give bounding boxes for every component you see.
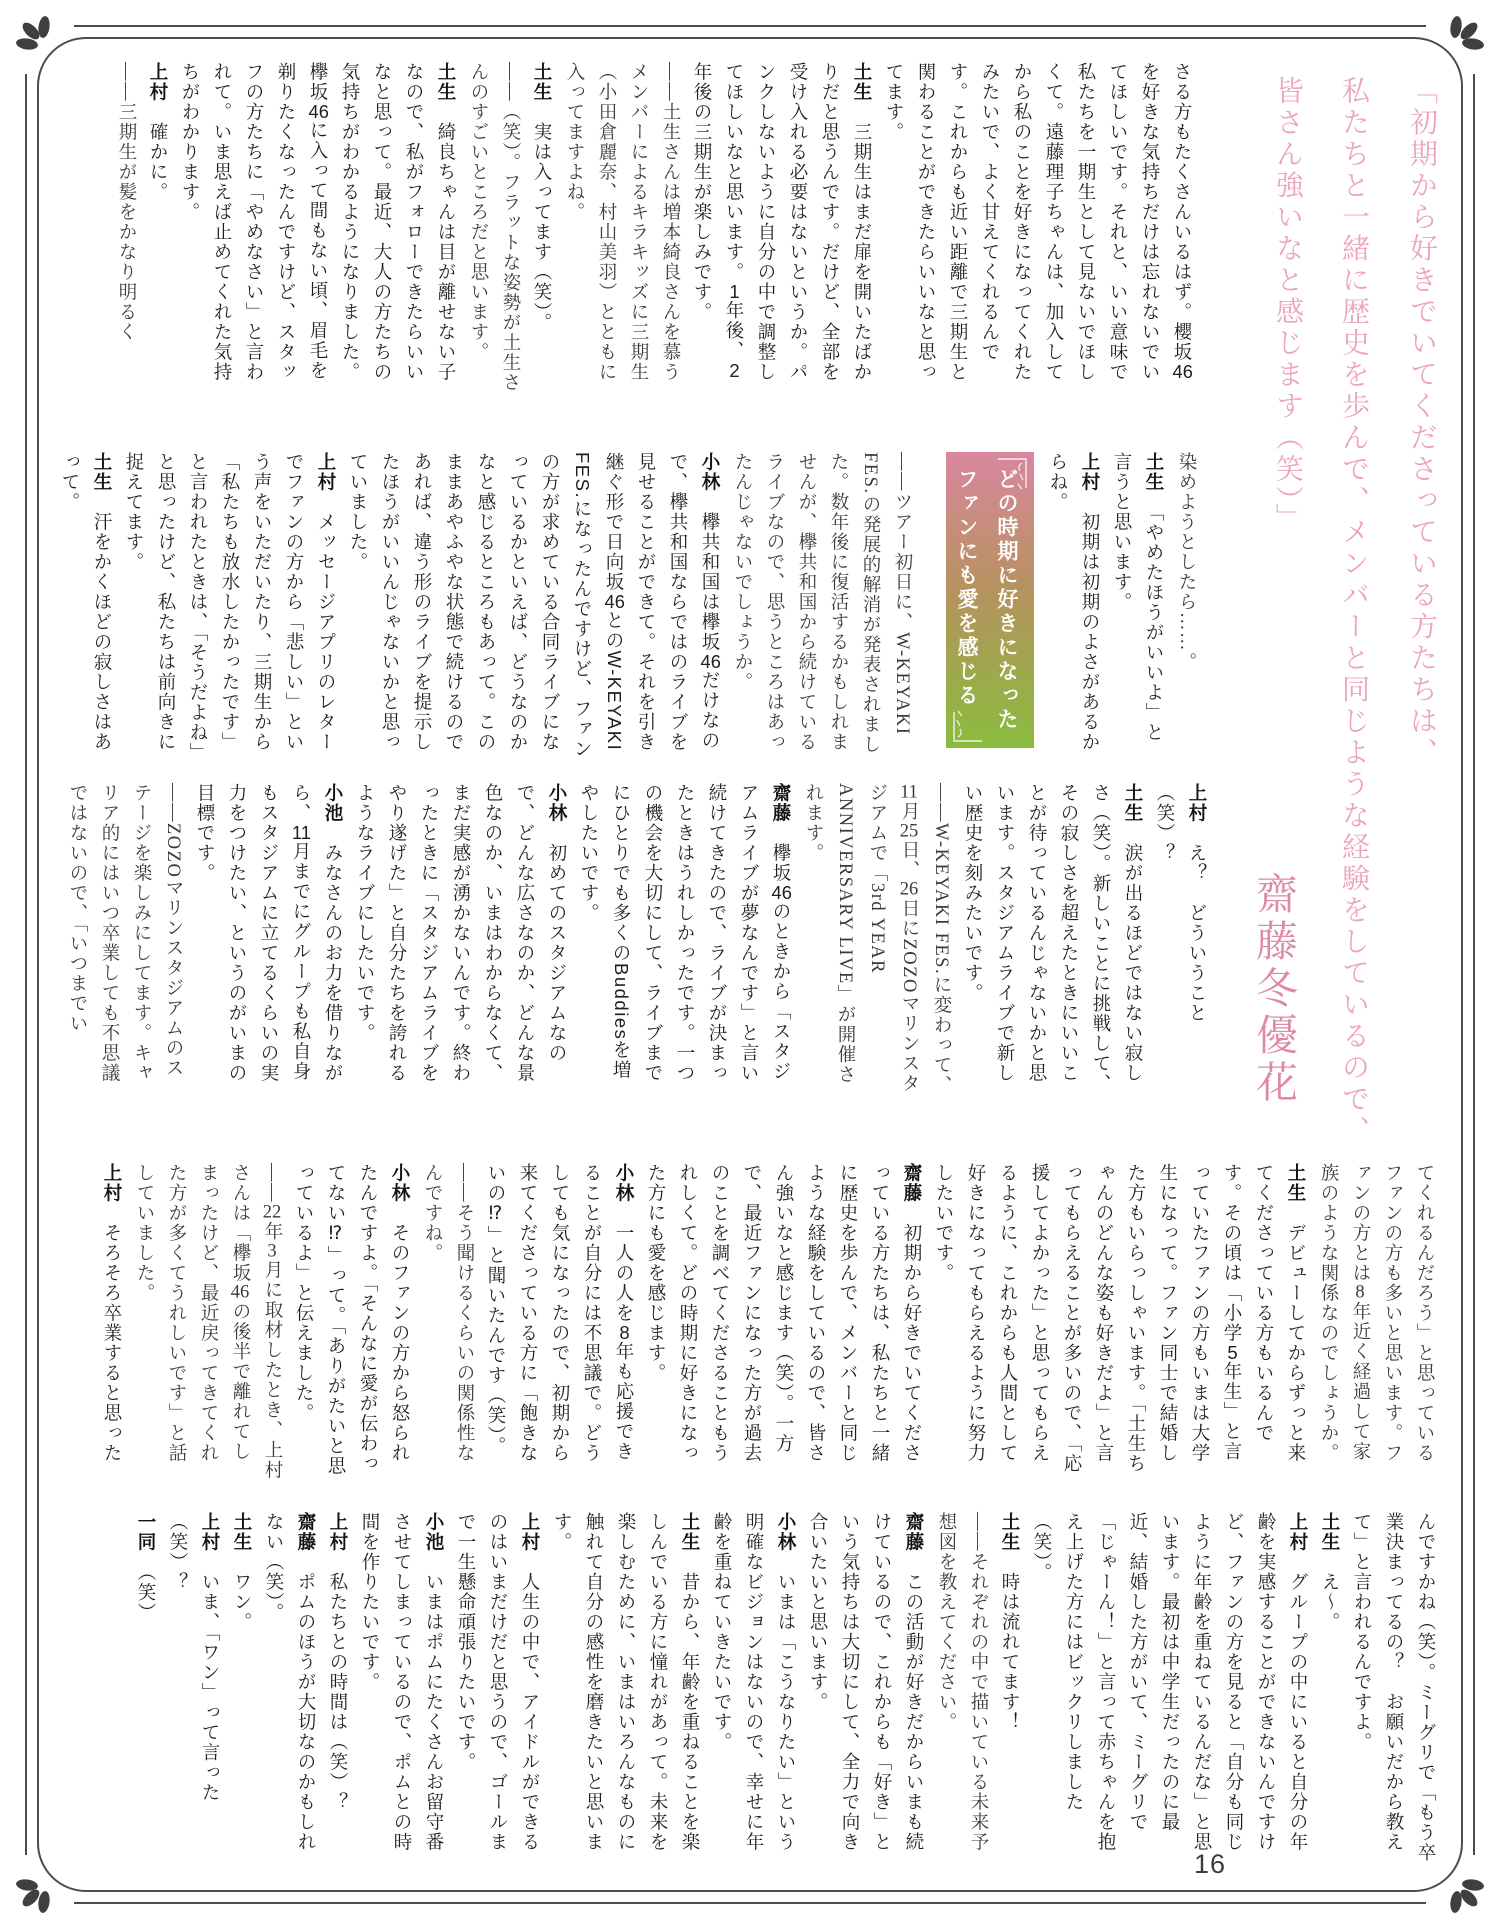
headline-line-2: 私たちと一緒に歴史を歩んで、メンバーと同じような経験をしているので、 — [1338, 76, 1369, 1147]
paragraph: んですかね（笑）。ミーグリで「もう卒業決まってるの？ お願いだから教えて」と言われるんですよ。 — [1352, 1512, 1437, 1863]
paragraph: ——土生さんは増本綺良さんを慕うメンバーによるキラキッズに三期生（小田倉麗奈、村山美羽）とともに入ってますよね。 — [564, 62, 680, 382]
frame-corner-ornament-icon — [1380, 0, 1500, 120]
highlight-line-2: ファンにも愛を感じる — [955, 468, 978, 708]
highlight-line-1: どの時期に好きになった — [995, 468, 1018, 732]
paragraph: 土生 綺良ちゃんは目が離せない子なので、私がフォローできたらいいなと思って。最近、大人の方たちの気持ちがわかるようになりました。欅坂46に入って間もない頃、眉毛を剃りたくなったんですけど、スタッフの方たちに「やめなさい」と言われて。いま思えば止めてくれた気持ちがわかります。 — [180, 62, 457, 382]
highlight-pull-quote-box — [946, 452, 1034, 748]
paragraph: 上村 確かに。 — [148, 62, 169, 202]
text-band-3 — [58, 783, 1213, 1098]
paragraph: 土生 実は入ってます（笑）。 — [532, 62, 553, 333]
paragraph: 小池 みなさんのお力を借りながら、11月までにグループも私自身もスタジアムに立てるくらいの実力をつけたい、というのがいまの目標です。 — [195, 783, 344, 1083]
highlight-pull-quote-text — [946, 468, 1026, 732]
frame-inner-right-line — [1461, 86, 1463, 1843]
paragraph: 上村 いま、「ワン」って言った（笑）？ — [168, 1512, 221, 1803]
paragraph: 土生 デビューしてからずっと来てくださっている方もいるんです。その頃は「小学5年生」と言っていたファンの方もいまは大学生になって。ファン同士で結婚した方もいらっしゃいます。「土生ちゃんのどんな姿も好きだよ」と言ってもらえることが多いので、「応援してよかった」と思ってもらえるように、これからも人間として好きになってもらえるように努力したいです。 — [934, 1163, 1307, 1474]
paragraph: 小林 初めてのスタジアムなので、どんな広さなのか、どんな景色なのか、いまはわからなくて、まだ実感が湧かないんです。終わったときに「スタジアムライブをやり遂げた」と自分たちを誇れるようなライブにしたいです。 — [355, 783, 568, 1083]
paragraph: ——ツアー初日に、W-KEYAKI FES.の発展的解消が発表されました。数年後に復活するかもしれませんが、欅共和国から続けているライブなので、思うところはあったんじゃないでしょうか。 — [732, 452, 912, 755]
headline-line-1: 「初期から好きでいてくださっている方たちは、 — [1406, 76, 1437, 769]
paragraph: 齋藤 初期から好きでいてくださっている方たちは、私たちと一緒に歴史を歩んで、メンバーと同じような経験をしているので、皆さん強いなと感じます（笑）。一方で、最近ファンになった方が過去のことを調べてくださることもうれしくて。どの時期に好きになった方にも愛を感じます。 — [646, 1163, 923, 1463]
paragraph: 土生 昔から、年齢を重ねることを楽しんでいる方に憧れがあって。未来を楽しむために、いまはいろんなものに触れて自分の感性を磨きたいと思います。 — [552, 1512, 701, 1852]
paragraph: 土生 え〜。 — [1320, 1512, 1341, 1632]
paragraph: 染めようとしたら……。 — [1176, 452, 1196, 672]
paragraph: てくれるんだろう」と思っているファンの方も多いと思います。ファンの方とは8年近く経過して家族のような関係なのでしょうか。 — [1318, 1163, 1434, 1463]
paragraph: 小林 いまは「こうなりたい」という明確なビジョンはないので、幸せに年齢を重ねていきたいです。 — [712, 1512, 797, 1852]
paragraph: 上村 私たちとの時間は（笑）？ — [328, 1512, 349, 1812]
text-band-4 — [58, 1163, 1440, 1481]
text-band-5 — [58, 1512, 1442, 1867]
paragraph: さる方もたくさんいるはず。櫻坂46を好きな気持ちだけは忘れないでいてほしいです。それと、いい意味で私たちを一期生として見ないでほしくて。遠藤理子ちゃんは、加入してから私のことを好きになってくれたみたいで、よく甘えてくれるんです。これからも近い距離で三期生と関わることができたらいいなと思ってます。 — [884, 62, 1193, 382]
paragraph: ——22年3月に取材したとき、上村さんは「欅坂46の後半で離れてしまったけど、最近戻ってきてくれた方が多くてうれしいです」と話していました。 — [134, 1163, 282, 1480]
paragraph: 土生 涙が出るほどではない寂しさ（笑）。新しいことに挑戦して、その寂しさを超えたときにいいことが待っているんじゃないかと思います。スタジアムライブで新しい歴史を刻みたいです。 — [963, 783, 1144, 1094]
frame-outer-top-line — [74, 25, 1426, 27]
paragraph: 小池 いまはポムにたくさんお留守番させてしまっているので、ポムとの時間を作りたいです。 — [360, 1512, 445, 1852]
paragraph: 上村 人生の中で、アイドルができるのはいまだけだと思うので、ゴールまで一生懸命頑張りたいです。 — [456, 1512, 541, 1852]
frame-outer-left-line — [25, 74, 27, 1855]
paragraph: 小林 そのファンの方から怒られたんですよ。「そんなに愛が伝わってない⁉」って。「ありがたいと思っているよ」と伝えました。 — [294, 1163, 411, 1477]
text-band-1 — [60, 62, 1198, 398]
paragraph: 土生 汗をかくほどの寂しさはあって。 — [60, 452, 113, 752]
paragraph: 土生 時は流れてます！ — [1000, 1512, 1021, 1732]
paragraph: 小林 欅共和国は欅坂46だけなので、欅共和国ならではのライブを見せることができて。それを引き継ぐ形で日向坂46とのW-KEYAKI FES.になったんですけど、ファンの方が求めている合同ライブになっているかといえば、どうなのかなと感じるところもあって。このままあやふやな状態で続けるのであれば、違う形のライブを提示したほうがいいんじゃないかと思っていました。 — [348, 452, 721, 760]
paragraph: 上村 初期は初期のよさがあるからね。 — [1048, 452, 1101, 752]
paragraph: ——ZOZOマリンスタジアムのステージを楽しみにしてます。キャリア的にはいつ卒業しても不思議ではないので、「いつまでい — [67, 783, 183, 1083]
paragraph: 土生 三期生はまだ扉を開いたばかりだと思うんです。だけど、全部を受け入れる必要はないというか。パンクしないように自分の中で調整してほしいなと思います。1年後、2年後の三期生が楽しみです。 — [692, 62, 873, 382]
frame-inner-left-line — [37, 86, 39, 1843]
frame-inner-bottom-line — [86, 1890, 1414, 1892]
paragraph: 小林 一人の人を8年も応援できることが自分には不思議で。どうしても気になったので、初期から来てくださっている方に「飽きないの⁉」と聞いたんです（笑）。 — [486, 1163, 635, 1463]
frame-outer-right-line — [1473, 74, 1475, 1855]
paragraph: 上村 そろそろ卒業すると思った — [102, 1163, 123, 1463]
frame-outer-bottom-line — [74, 1902, 1426, 1904]
paragraph: 上村 メッセージアプリのレターでファンの方から「悲しい」という声をいただいたり、三期生から「私たちも放水したかったです」と言われたときは、「そうだよね」と思ったけど、私たちは前向きに捉えてます。 — [124, 452, 337, 754]
paragraph: 土生 「やめたほうがいいよ」と言うと思います。 — [1112, 452, 1165, 743]
paragraph: 齋藤 この活動が好きだからいまも続けているので、これからも「好き」という気持ちは大切にして、全力で向き合いたいと思います。 — [808, 1512, 925, 1852]
paragraph: 齋藤 ポムのほうが大切なのかもしれない（笑）。 — [264, 1512, 317, 1852]
paragraph: 上村 え？ どういうこと（笑）？ — [1155, 783, 1208, 1023]
paragraph: ——三期生が髪をかなり明るく — [116, 62, 136, 342]
frame-inner-top-line — [86, 37, 1414, 39]
page-number: 16 — [1194, 1849, 1227, 1879]
paragraph: ——（笑）。フラットな姿勢が土生さんのすごいところだと思います。 — [468, 62, 520, 393]
paragraph: ——W-KEYAKI FES.に変わって、11月25日、26日にZOZOマリンスタジアムで「3rd YEAR ANNIVERSARY LIVE」が開催されます。 — [803, 783, 951, 1096]
paragraph: 一同 （笑） — [136, 1512, 157, 1623]
text-band-2-right — [1044, 452, 1202, 762]
paragraph: 齋藤 欅坂46のときから「スタジアムライブが夢なんです」と言い続けてきたので、ライブが決まったときはうれしかったです。一つの機会を大切にして、ライブまでにひとりでも多くのBuddiesを増やしたいです。 — [579, 783, 792, 1083]
paragraph: ——そう聞けるくらいの関係性なんですね。 — [422, 1163, 474, 1463]
speaker-name: 齋藤冬優花 — [1250, 872, 1296, 1107]
paragraph: 上村 グループの中にいると自分の年齢を実感することができないんですけど、ファンの方を見ると「自分も同じように年齢を重ねているんだな」と思います。最初は中学生だったのに最近、結婚した方がいて、ミーグリで「じゃーん！」と言って赤ちゃんを抱え上げた方にはビックリしました（笑）。 — [1032, 1512, 1309, 1852]
headline-line-3: 皆さん強いなと感じます（笑）」 — [1272, 76, 1303, 535]
text-band-2-main — [58, 452, 918, 762]
paragraph: ——それぞれの中で描いている未来予想図を教えてください。 — [936, 1512, 988, 1852]
paragraph: 土生 ワン。 — [232, 1512, 253, 1632]
